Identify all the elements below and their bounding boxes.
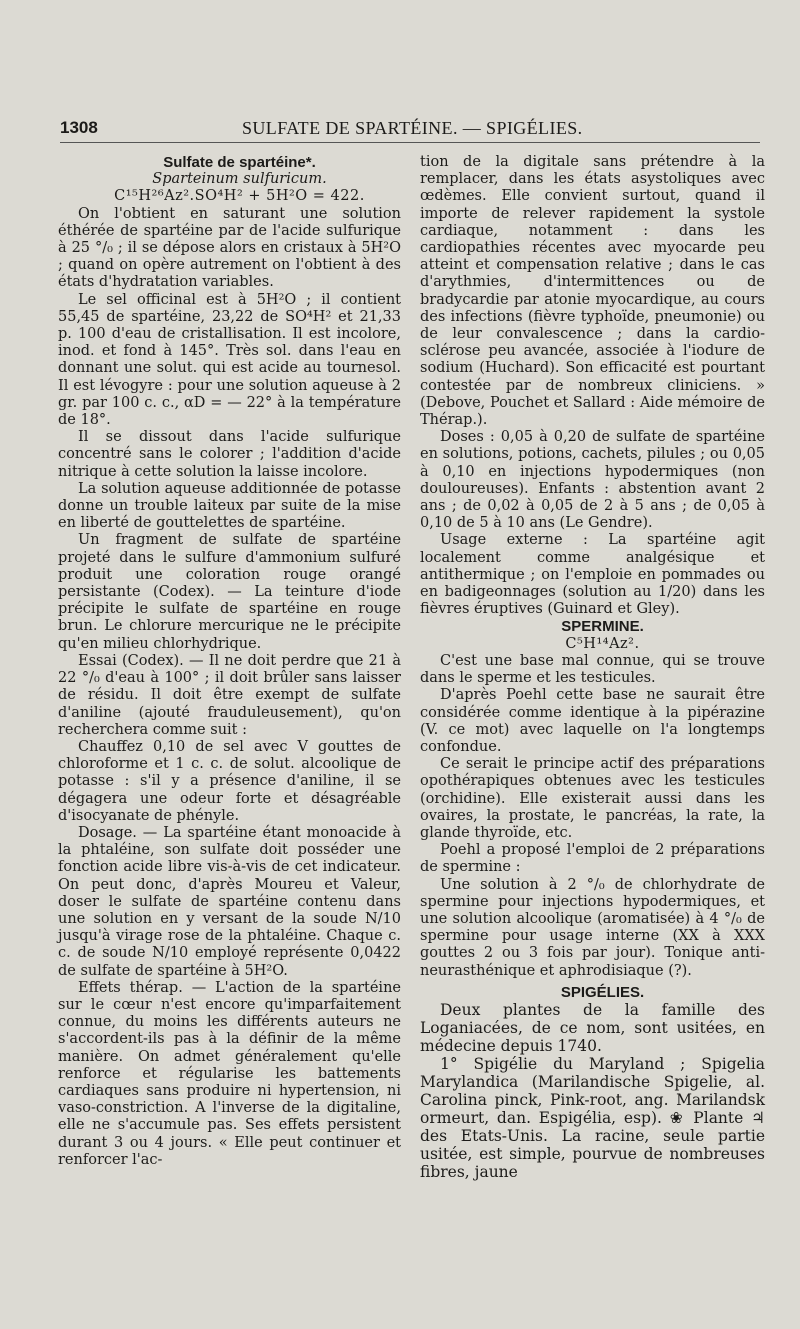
paragraph-doses: Doses : 0,05 à 0,20 de sulfate de spartéine en solutions, potions, cachets, pilules ; ou 0,05 à 0,10 en injections hypodermiques (non douloureuses). Enfants : abstention avant 2 ans ; de 0,02 à 0,05 de 2 à 5 ans ; de 0,05 à 0,10 de 5 à 10 ans (Le Gendre). <box>420 429 765 532</box>
paragraph: C'est une base mal connue, qui se trouve dans le sperme et les testicules. <box>420 652 765 687</box>
paragraph: La solution aqueuse additionnée de potasse donne un trouble laiteux par suite de la mise en liberté de gouttelettes de spartéine. <box>58 480 401 532</box>
paragraph: Il se dissout dans l'acide sulfurique concentré sans le colorer ; l'addition d'acide nitrique à cette solution la laisse incolore. <box>58 429 401 480</box>
section-title-spermine: SPERMINE. <box>561 618 644 636</box>
paragraph-dosage: Dosage. — La spartéine étant monoacide à la phtaléine, son sulfate doit posséder une fonction acide libre vis-à-vis de cet indicateur. On peut donc, d'après Moureu et Valeur, doser le sulfate de spartéine contenu dans une solution en y versant de la soude N/10 jusqu'à virage rose de la phtaléine. Chaque c. c. de soude N/10 employé représente 0,0422 de sulfate de spartéine à 5H²O. <box>58 824 401 979</box>
paragraph-usage: Usage externe : La spartéine agit localement comme analgésique et antithermique ; on l'emploie en pommades ou en badigeonnages (solution au 1/20) dans les fièvres éruptives (Guinard et Gley). <box>420 532 765 618</box>
section-title-sulfate: Sulfate de spartéine*. <box>163 154 316 171</box>
paragraph: Deux plantes de la famille des Loganiacées, de ce nom, sont usitées, en médecine depuis 1740. <box>420 1000 765 1055</box>
latin-name: Sparteinum sulfuricum. <box>152 171 327 188</box>
paragraph: On l'obtient en saturant une solution éthérée de spartéine par de l'acide sulfurique à 25 °/₀ ; il se dépose alors en cristaux à 5H²O ; quand on opère autrement on l'obtient à des états d'hydratation variables. <box>58 205 401 291</box>
page-number: 1308 <box>60 118 98 137</box>
chemical-formula: C⁵H¹⁴Az². <box>565 635 640 652</box>
paragraph: tion de la digitale sans prétendre à la remplacer, dans les états asystoliques avec œdèmes. Elle convient surtout, quand il importe de relever rapidement la systole cardiaque, notamment : dans les cardiopathies récentes avec myocarde peu atteint et compensation relative ; dans le cas d'arythmies, d'intermittences ou de bradycardie par atonie myocardique, au cours des infections (fièvre typhoïde, pneumonie) ou de leur convalescence ; dans la cardio-sclérose peu avancée, associée à l'iodure de sodium (Huchard). Son efficacité est pourtant contestée par de nombreux cliniciens. » (Debove, Pouchet et Sallard : Aide mémoire de Thérap.). <box>420 154 765 429</box>
section-title-spigelies: SPIGÉLIES. <box>560 983 645 1001</box>
page-header <box>60 118 760 142</box>
paragraph-essai: Essai (Codex). — Il ne doit perdre que 21 à 22 °/₀ d'eau à 100° ; il doit brûler sans laisser de résidu. Il doit être exempt de sulfate d'aniline (ajouté frauduleusement), qu'on recherchera comme suit : <box>58 652 401 738</box>
paragraph: Le sel officinal est à 5H²O ; il contient 55,45 de spartéine, 23,22 de SO⁴H² et 21,33 p. 100 d'eau de cristallisation. Il est incolore, inod. et fond à 145°. Très sol. dans l'eau en donnant une solut. qui est acide au tournesol. Il est lévogyre : pour une solution aqueuse à 2 gr. par 100 c. c., αD = — 22° à la température de 18°. <box>58 291 401 429</box>
left-column <box>58 154 401 1169</box>
header-rule <box>60 142 760 143</box>
paragraph: Un fragment de sulfate de spartéine projeté dans le sulfure d'ammonium sulfuré produit une coloration rouge orangé persistante (Codex). — La teinture d'iode précipite le sulfate de spartéine en rouge brun. Le chlorure mercurique ne le précipite qu'en milieu chlorhydrique. <box>58 532 401 652</box>
paragraph: Chauffez 0,10 de sel avec V gouttes de chloroforme et 1 c. c. de solut. alcoolique de potasse : s'il y a présence d'aniline, il se dégagera une odeur forte et désagréable d'isocyanate de phényle. <box>58 738 401 824</box>
paragraph: Une solution à 2 °/₀ de chlorhydrate de spermine pour injections hypodermiques, et une solution alcoolique (aromatisée) à 4 °/₀ de spermine pour usage interne (XX à XXX gouttes 2 ou 3 fois par jour). Tonique anti-neurasthénique et aphrodisiaque (?). <box>420 876 765 979</box>
running-title: SULFATE DE SPARTÉINE. — SPIGÉLIES. <box>242 118 583 138</box>
paragraph: D'après Poehl cette base ne saurait être considérée comme identique à la pipérazine (V. ce mot) avec laquelle on l'a longtemps confondue. <box>420 687 765 755</box>
paragraph: 1° Spigélie du Maryland ; Spigelia Marylandica (Marilandische Spigelie, al. Carolina pinck, Pink-root, ang. Marilandsk ormeurt, dan. Espigélia, esp). ❀ Plante ♃ des Etats-Unis. La racine, seule partie usitée, est simple, pourvue de nombreuses fibres, jaune <box>420 1054 765 1181</box>
chemical-formula: C¹⁵H²⁶Az².SO⁴H² + 5H²O = 422. <box>114 188 365 205</box>
paragraph: Ce serait le principe actif des préparations opothérapiques obtenues avec les testicules (orchidine). Elle existerait aussi dans les ovaires, la prostate, le pancréas, la rate, la glande thyroïde, etc. <box>420 756 765 841</box>
paragraph: Poehl a proposé l'emploi de 2 préparations de spermine : <box>420 842 765 876</box>
right-column <box>420 154 765 1181</box>
spigelies-text <box>420 1001 765 1181</box>
paragraph-effets: Effets thérap. — L'action de la spartéine sur le cœur n'est encore qu'imparfaitement connue, du moins les différents auteurs ne s'accordent-ils pas à la définir de la même manière. On admet généralement qu'elle renforce et régularise les battements cardiaques sans produire ni hypertension, ni vaso-constriction. A l'inverse de la digitaline, elle ne s'accumule pas. Ses effets persistent durant 3 ou 4 jours. « Elle peut continuer et renforcer l'ac- <box>58 979 401 1168</box>
